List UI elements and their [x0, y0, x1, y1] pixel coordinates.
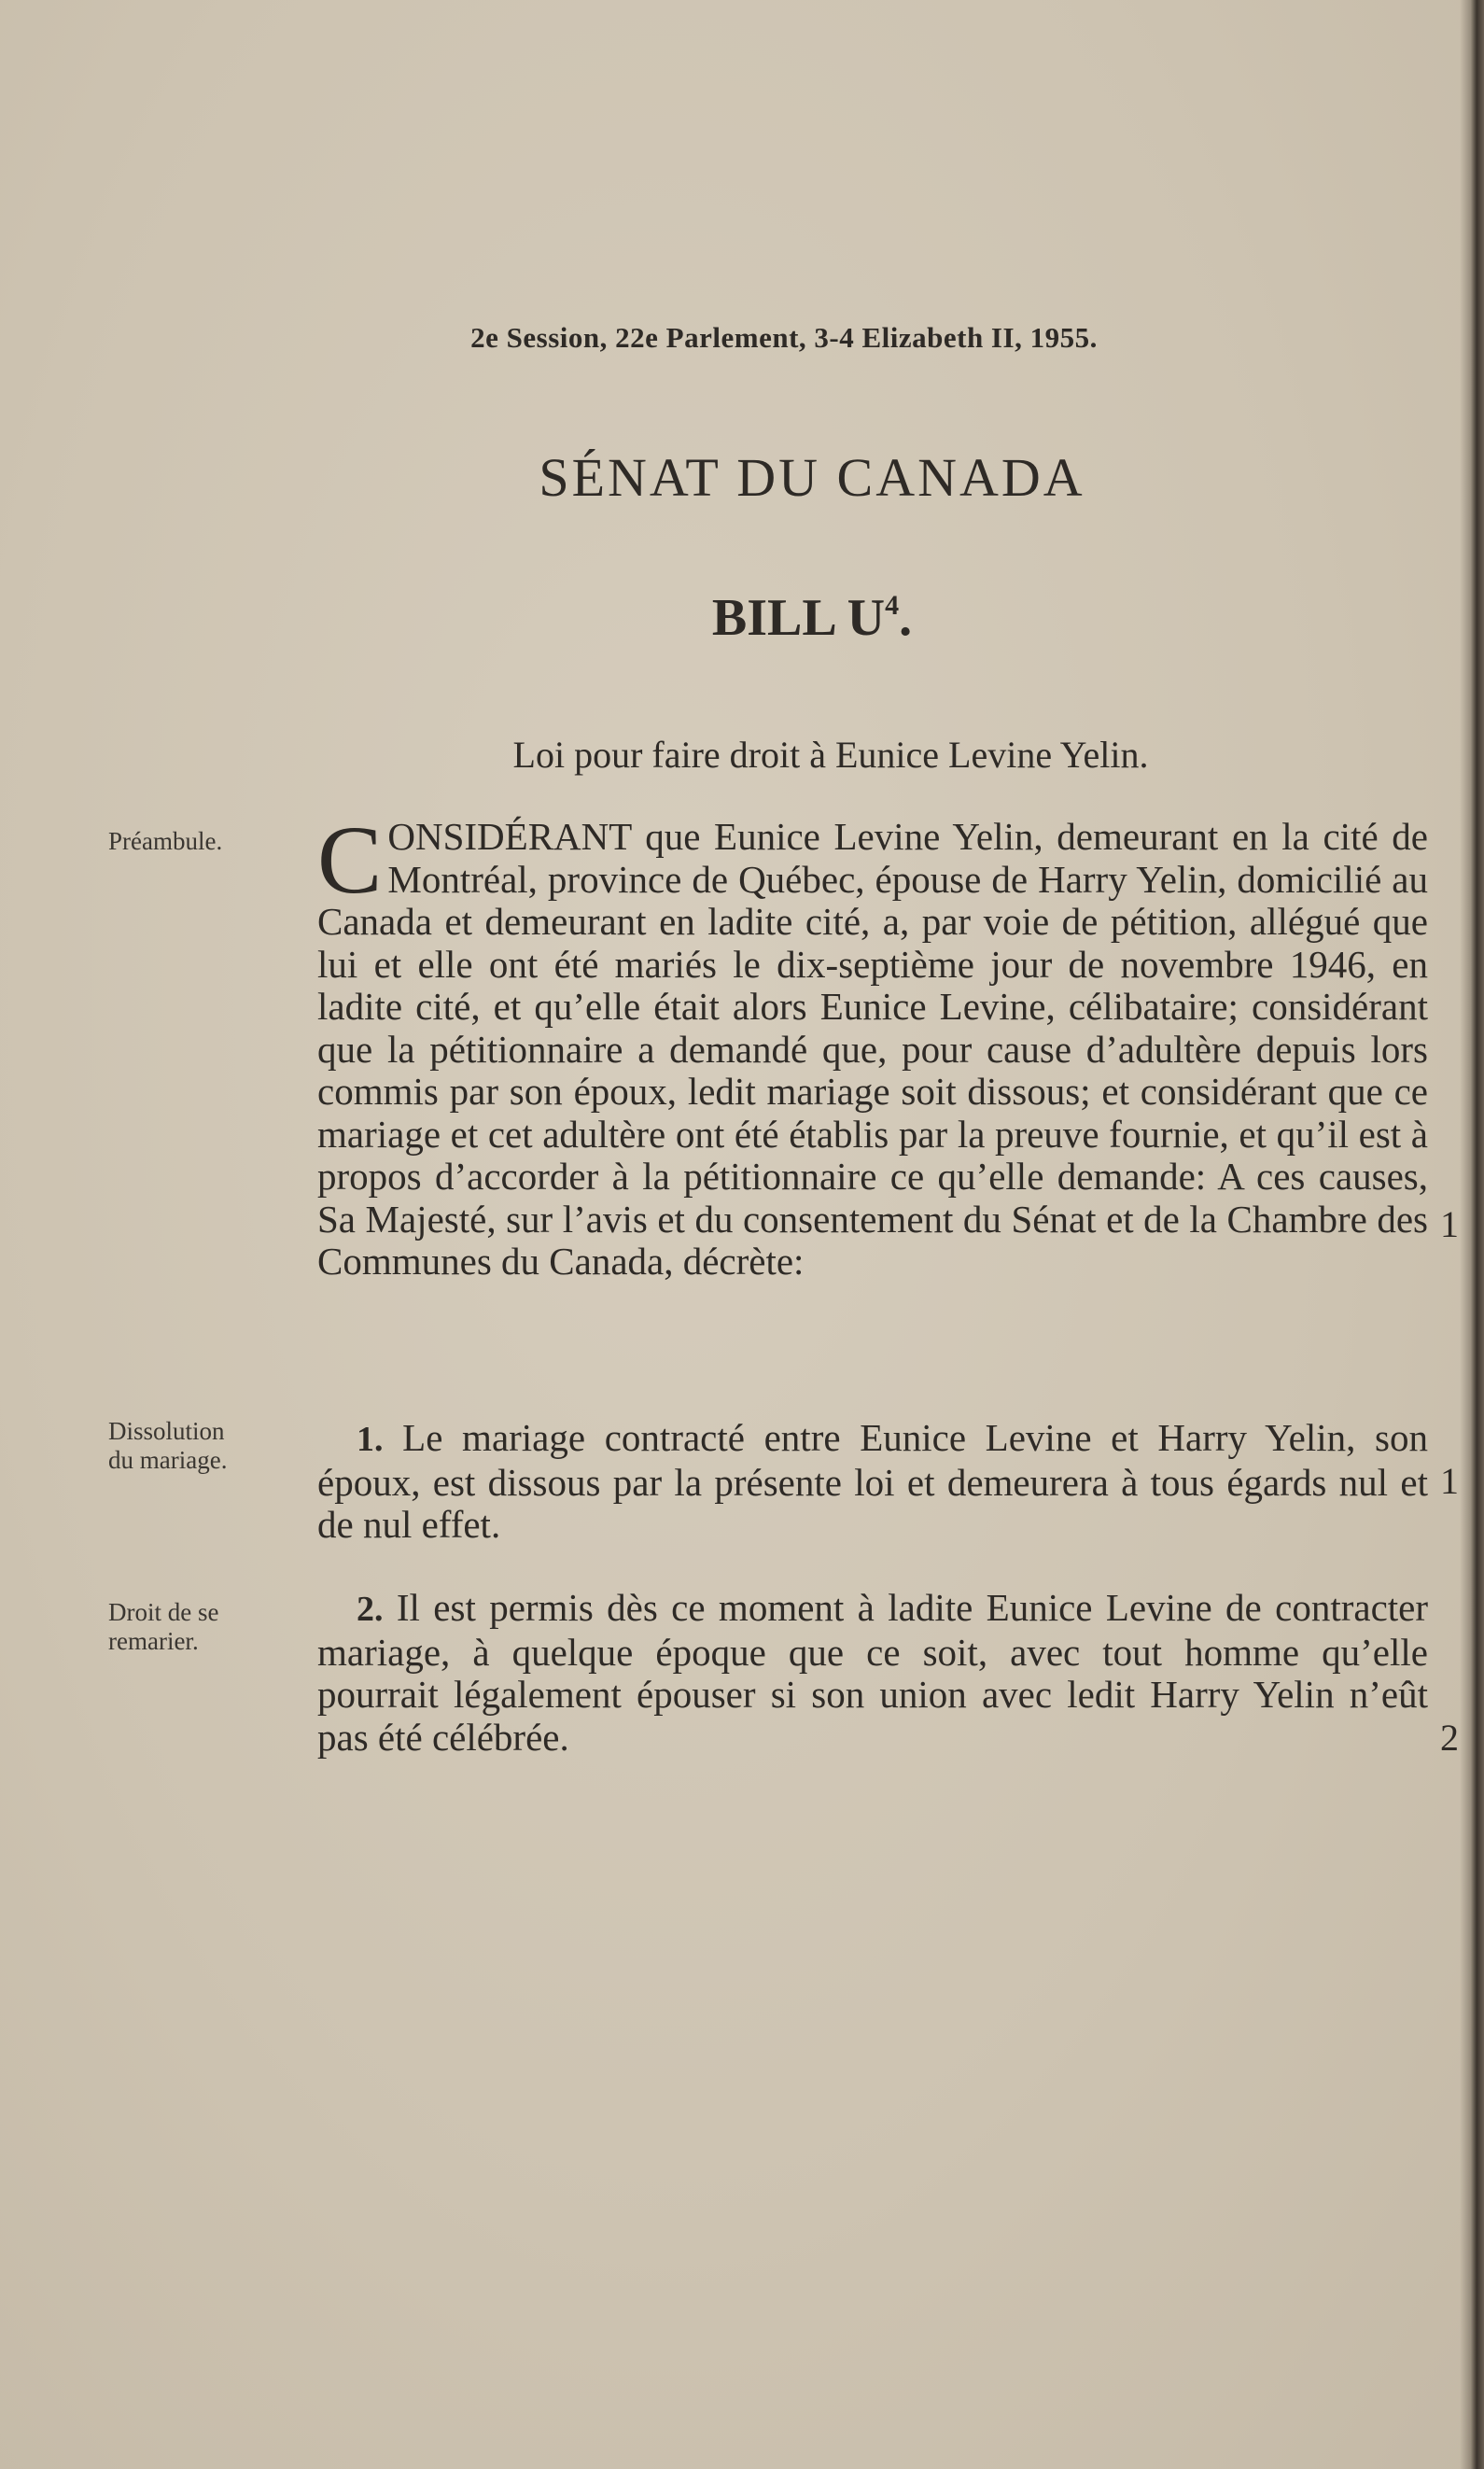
margin-note-dissolution [108, 1417, 286, 1475]
section-1-number: 1. [357, 1420, 384, 1459]
section-1-text: Le mariage contracté entre Eunice Levine et Harry Yelin, son époux, est dissous par la présente loi et demeurera à tous égards nul et de nul effet. [317, 1416, 1428, 1546]
dropcap-letter: C [317, 807, 383, 914]
preamble-text: ONSIDÉRANT que Eunice Levine Yelin, demeurant en la cité de Montréal, province de Québec, épouse de Harry Yelin, domicilié au Canada et demeurant en ladite cité, a, par voie de pétition, allégué que lui et elle ont été mariés le dix-septième jour de novembre 1946, en ladite cité, et qu’elle était alors Eunice Levine, célibataire; considérant que la pétitionnaire a demandé que, pour cause d’adultère depuis lors commis par son époux, ledit mariage soit dissous; et considérant que ce mariage et cet adultère ont été établis par la preuve fournie, et qu’il est à propos d’accorder à la pétitionnaire ce qu’elle demande: A ces causes, Sa Majesté, sur l’avis et du consentement du Sénat et de la Chambre des Communes du Canada, décrète: [317, 815, 1428, 1283]
section-2-number: 2. [357, 1590, 384, 1629]
section-1 [317, 1417, 1428, 1547]
section-2-text: Il est permis dès ce moment à ladite Eunice Levine de contracter mariage, à quelque époque que ce soit, avec tout homme qu’elle pourrait légalement épouser si son union avec ledit Harry Yelin n’eût pas été célébrée. [317, 1586, 1429, 1759]
margin-note-preamble: Préambule. [108, 827, 223, 855]
margin-note-remarry-line2: remarier. [108, 1627, 199, 1655]
preamble-paragraph [317, 807, 1428, 1284]
line-number: 1 [1440, 1203, 1459, 1245]
bill-title [0, 588, 1484, 648]
bill-subtitle: Loi pour faire droit à Eunice Levine Yelin. [512, 734, 1149, 776]
bill-label: BILL U [711, 589, 886, 647]
margin-note-remarry-line1: Droit de se [108, 1598, 219, 1626]
bill-suffix: . [899, 589, 913, 647]
session-heading: 2e Session, 22e Parlement, 3-4 Elizabeth II, 1955. [470, 321, 1098, 354]
chamber-title: SÉNAT DU CANADA [539, 447, 1085, 508]
line-number: 2 [1440, 1717, 1459, 1759]
line-number: 1 [1440, 1460, 1459, 1502]
margin-note-dissolution-line1: Dissolution [108, 1417, 225, 1445]
margin-note-dissolution-line2: du mariage. [108, 1446, 228, 1474]
section-2 [317, 1587, 1428, 1759]
page-edge-shadow [1460, 0, 1484, 2469]
bill-superscript: 4 [885, 590, 900, 621]
margin-note-remarry [108, 1598, 286, 1656]
